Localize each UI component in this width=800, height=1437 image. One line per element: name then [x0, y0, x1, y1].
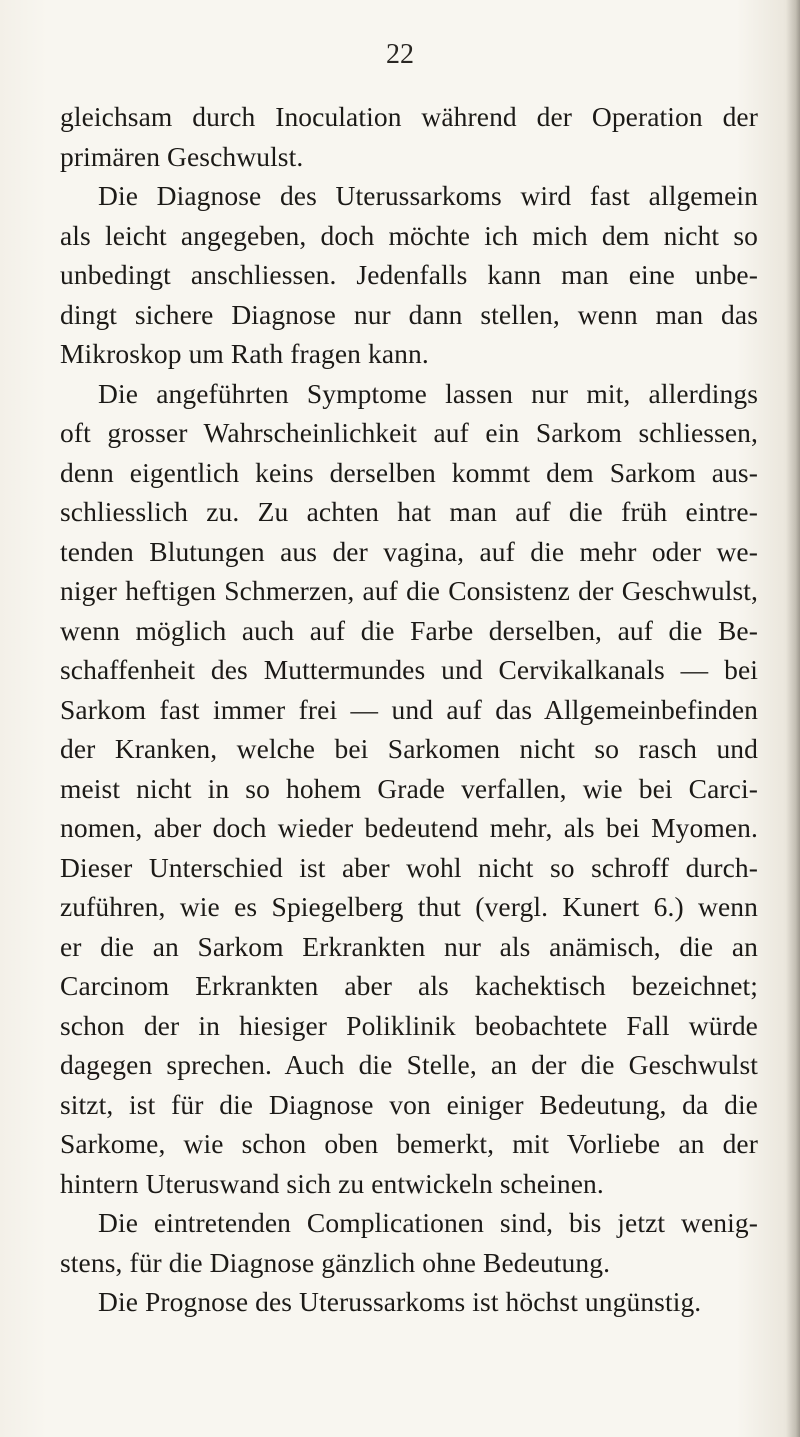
text-line: schaffenheit des Muttermundes und Cervikalkanals — bei — [60, 654, 758, 685]
text-line: Die Prognose des Uterussarkoms ist höchst ungünstig. — [98, 1286, 702, 1317]
text-line: dagegen sprechen. Auch die Stelle, an der die Geschwulst — [60, 1049, 758, 1080]
text-line: primären Geschwulst. — [60, 140, 304, 172]
text-line: schon der in hiesiger Poliklinik beobachtete Fall würde — [60, 1009, 758, 1041]
page-edge-shadow — [786, 0, 800, 1437]
text-line: Carcinom Erkrankten aber als kachektisch bezeichnet; — [60, 970, 758, 1001]
text-line: unbedingt anschliessen. Jedenfalls kann man eine unbe- — [60, 259, 758, 290]
text-line: niger heftigen Schmerzen, auf die Consistenz der Geschwulst, — [60, 575, 758, 606]
text-line: wenn möglich auch auf die Farbe derselben, auf die Be- — [60, 614, 758, 646]
body-text — [60, 97, 758, 1322]
text-line: Mikroskop um Rath fragen kann. — [60, 338, 429, 369]
text-line: tenden Blutungen aus der vagina, auf die mehr oder we- — [60, 535, 758, 567]
text-line: hintern Uteruswand sich zu entwickeln scheinen. — [60, 1167, 604, 1199]
text-line: denn eigentlich keins derselben kommt dem Sarkom aus- — [60, 456, 758, 488]
text-line: oft grosser Wahrscheinlichkeit auf ein Sarkom schliessen, — [60, 417, 758, 448]
text-line: dingt sichere Diagnose nur dann stellen, wenn man das — [60, 298, 758, 330]
text-line: der Kranken, welche bei Sarkomen nicht so rasch und — [60, 733, 758, 764]
text-line: stens, für die Diagnose gänzlich ohne Bedeutung. — [60, 1246, 611, 1278]
text-line: Die angeführten Symptome lassen nur mit, allerdings — [98, 377, 758, 409]
text-line: zuführen, wie es Spiegelberg thut (vergl. Kunert 6.) wenn — [60, 891, 758, 922]
text-line: als leicht angegeben, doch möchte ich mich dem nicht so — [60, 219, 758, 251]
page-number: 22 — [386, 39, 414, 70]
text-line: Sarkom fast immer frei — und auf das Allgemeinbefinden — [60, 693, 758, 725]
text-line: Dieser Unterschied ist aber wohl nicht so schroff durch- — [60, 851, 758, 883]
text-line: gleichsam durch Inoculation während der Operation der — [60, 101, 758, 132]
text-line: sitzt, ist für die Diagnose von einiger Bedeutung, da die — [60, 1088, 758, 1120]
text-line: nomen, aber doch wieder bedeutend mehr, als bei Myomen. — [60, 812, 758, 843]
text-line: Die eintretenden Complicationen sind, bis jetzt wenig- — [98, 1207, 758, 1238]
text-line: schliesslich zu. Zu achten hat man auf die früh eintre- — [60, 496, 758, 527]
text-line: er die an Sarkom Erkrankten nur als anämisch, die an — [60, 930, 758, 962]
text-line: meist nicht in so hohem Grade verfallen, wie bei Carci- — [60, 772, 758, 804]
text-line: Die Diagnose des Uterussarkoms wird fast allgemein — [98, 180, 758, 211]
text-line: Sarkome, wie schon oben bemerkt, mit Vorliebe an der — [60, 1128, 758, 1159]
